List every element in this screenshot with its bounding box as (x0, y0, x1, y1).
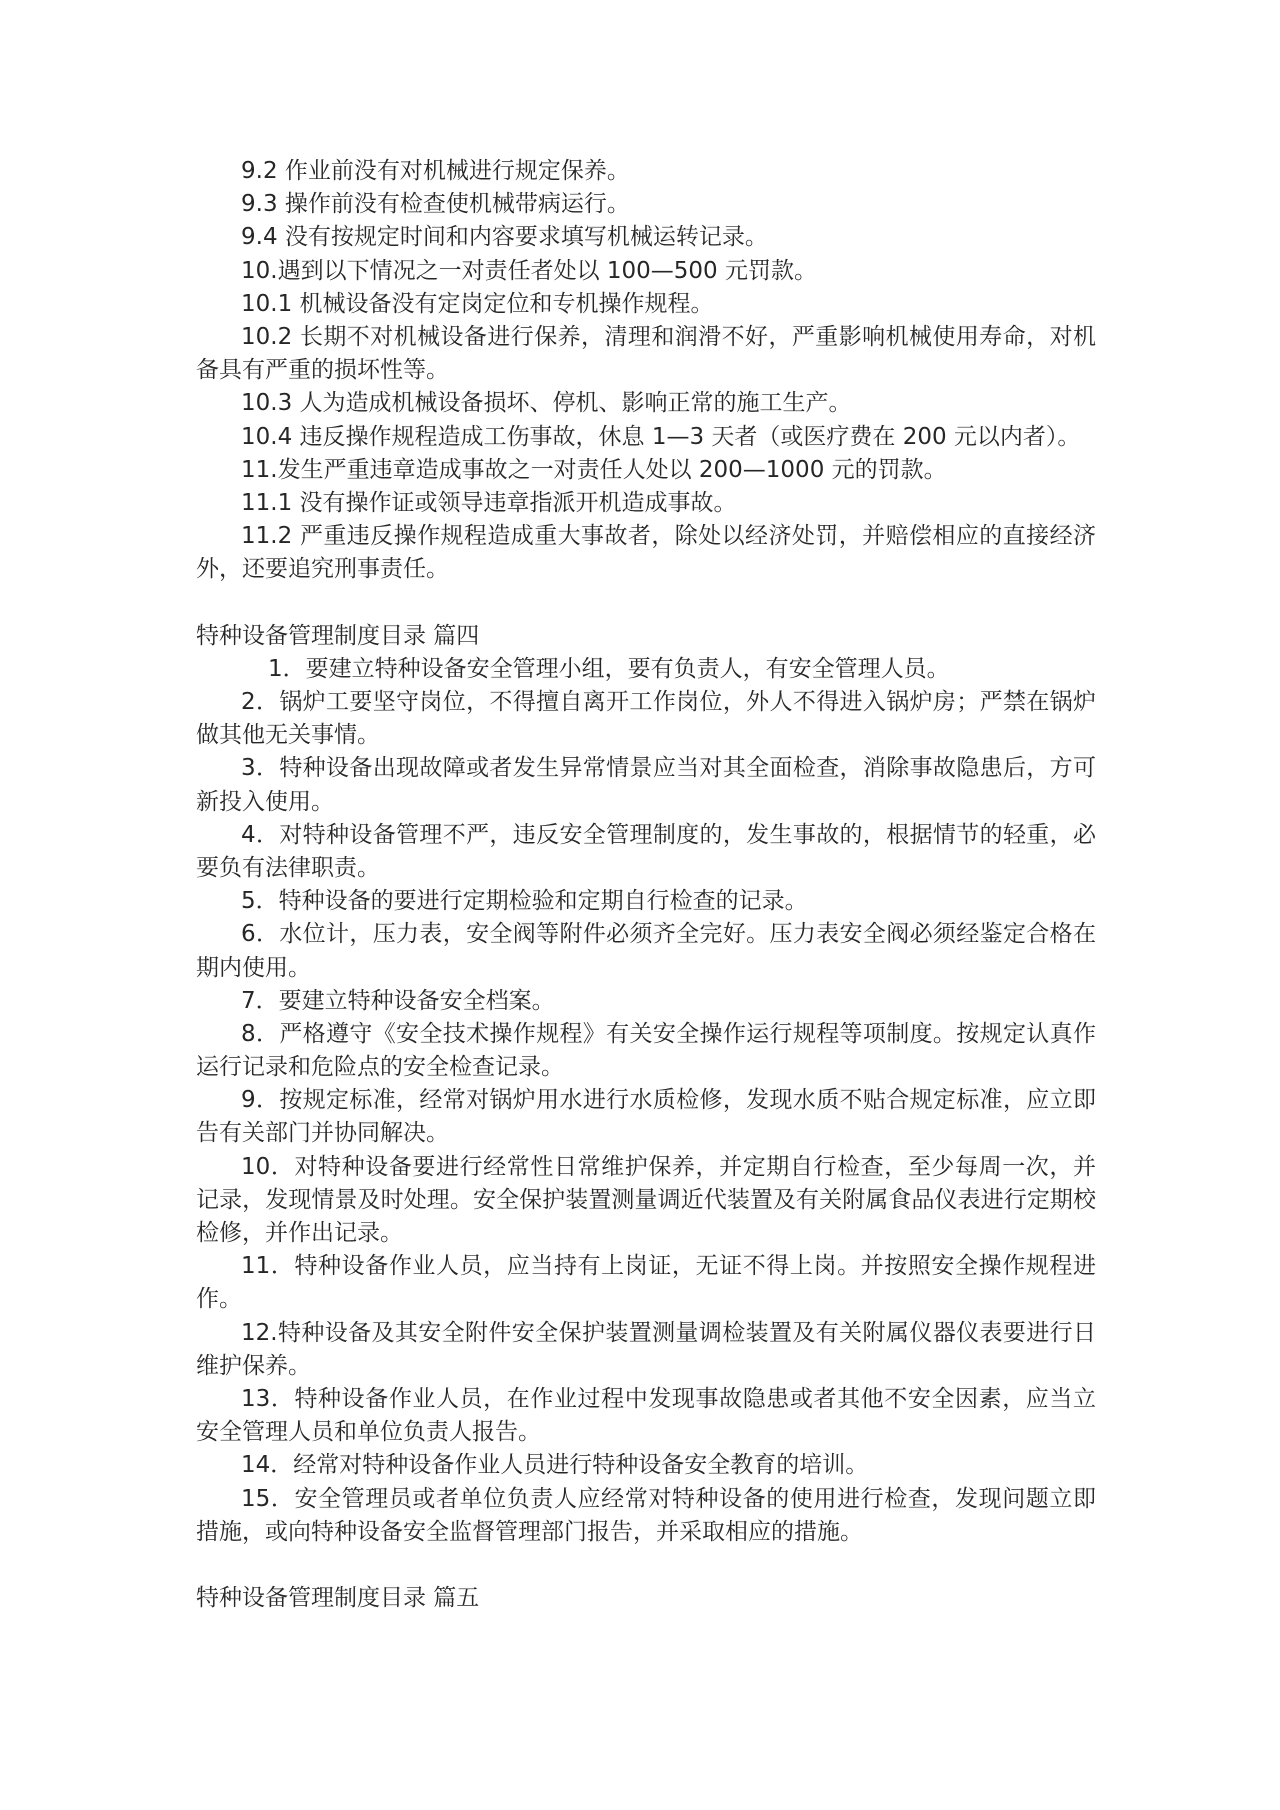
paragraph (196, 321, 1096, 387)
paragraph (196, 653, 1096, 686)
paragraph-line: 9．按规定标准，经常对锅炉用水进行水质检修，发现水质不贴合规定标准，应立即 (241, 1087, 1096, 1114)
paragraph-line: 安全管理人员和单位负责人报告。 (196, 1419, 541, 1446)
paragraph-line: 作。 (196, 1286, 242, 1313)
section-heading: 特种设备管理制度目录 篇四 (196, 622, 480, 649)
paragraph (196, 885, 1096, 918)
paragraph (196, 1250, 1096, 1316)
paragraph (196, 1449, 1096, 1482)
blank-line (196, 586, 1096, 619)
paragraph-line: 9.3 操作前没有检查使机械带病运行。 (241, 191, 630, 218)
paragraph-line: 11．特种设备作业人员，应当持有上岗证，无证不得上岗。并按照安全操作规程进 (241, 1253, 1096, 1280)
paragraph (196, 752, 1096, 818)
paragraph (196, 255, 1096, 288)
paragraph-line: 做其他无关事情。 (196, 722, 380, 749)
paragraph-line: 14．经常对特种设备作业人员进行特种设备安全教育的培训。 (241, 1452, 869, 1479)
paragraph-line: 10.1 机械设备没有定岗定位和专机操作规程。 (241, 290, 714, 317)
paragraph-line: 10.4 违反操作规程造成工伤事故，休息 1—3 天者（或医疗费在 200 元以内者）。 (241, 423, 1081, 450)
paragraph-line: 1．要建立特种设备安全管理小组，要有负责人，有安全管理人员。 (268, 655, 950, 682)
document-page (196, 155, 1096, 1615)
paragraph-line: 10.遇到以下情况之一对责任者处以 100—500 元罚款。 (241, 257, 817, 284)
paragraph-line: 11.发生严重违章造成事故之一对责任人处以 200—1000 元的罚款。 (241, 456, 947, 483)
paragraph (196, 1317, 1096, 1383)
paragraph-line: 记录，发现情景及时处理。安全保护装置测量调近代装置及有关附属食品仪表进行定期校 (196, 1186, 1096, 1213)
paragraph-line: 13．特种设备作业人员，在作业过程中发现事故隐患或者其他不安全因素，应当立 (241, 1385, 1096, 1412)
paragraph (196, 387, 1096, 420)
paragraph (196, 1383, 1096, 1449)
paragraph-line: 12.特种设备及其安全附件安全保护装置测量调检装置及有关附属仪器仪表要进行日 (241, 1319, 1096, 1346)
paragraph-line: 新投入使用。 (196, 788, 334, 815)
paragraph-line: 4．对特种设备管理不严，违反安全管理制度的，发生事故的，根据情节的轻重，必 (241, 821, 1096, 848)
paragraph (196, 686, 1096, 752)
paragraph (196, 819, 1096, 885)
paragraph (196, 520, 1096, 586)
paragraph (196, 985, 1096, 1018)
paragraph-line: 告有关部门并协同解决。 (196, 1120, 449, 1147)
paragraph (196, 1018, 1096, 1084)
paragraph (196, 454, 1096, 487)
paragraph-line: 期内使用。 (196, 954, 311, 981)
paragraph-line: 9.4 没有按规定时间和内容要求填写机械运转记录。 (241, 224, 768, 251)
paragraph-line: 措施，或向特种设备安全监督管理部门报告，并采取相应的措施。 (196, 1518, 863, 1545)
paragraph (196, 1151, 1096, 1251)
paragraph (196, 1084, 1096, 1150)
paragraph-line: 3．特种设备出现故障或者发生异常情景应当对其全面检查，消除事故隐患后，方可 (241, 755, 1096, 782)
paragraph (196, 487, 1096, 520)
paragraph (196, 288, 1096, 321)
paragraph-line: 备具有严重的损坏性等。 (196, 357, 449, 384)
paragraph (196, 1483, 1096, 1549)
paragraph-line: 运行记录和危险点的安全检查记录。 (196, 1054, 564, 1081)
paragraph-line: 维护保养。 (196, 1352, 311, 1379)
paragraph (196, 918, 1096, 984)
paragraph-line: 检修，并作出记录。 (196, 1220, 403, 1246)
paragraph-line: 7．要建立特种设备安全档案。 (241, 987, 555, 1014)
paragraph-line: 2．锅炉工要坚守岗位，不得擅自离开工作岗位，外人不得进入锅炉房；严禁在锅炉 (241, 689, 1096, 715)
paragraph-line: 15．安全管理员或者单位负责人应经常对特种设备的使用进行检查，发现问题立即 (241, 1485, 1096, 1512)
paragraph-line: 6．水位计，压力表，安全阀等附件必须齐全完好。压力表安全阀必须经鉴定合格在 (241, 921, 1096, 948)
paragraph-line: 要负有法律职责。 (196, 854, 380, 881)
paragraph-line: 外，还要追究刑事责任。 (196, 556, 449, 583)
paragraph-line: 11.2 严重违反操作规程造成重大事故者，除处以经济处罚，并赔偿相应的直接经济 (241, 523, 1096, 550)
paragraph-line: 10．对特种设备要进行经常性日常维护保养，并定期自行检查，至少每周一次，并 (241, 1153, 1096, 1180)
paragraph-line: 8．严格遵守《安全技术操作规程》有关安全操作运行规程等项制度。按规定认真作 (241, 1020, 1096, 1047)
paragraph-line: 10.3 人为造成机械设备损坏、停机、影响正常的施工生产。 (241, 390, 852, 417)
paragraph-line: 5．特种设备的要进行定期检验和定期自行检查的记录。 (241, 888, 808, 915)
paragraph-line: 10.2 长期不对机械设备进行保养，清理和润滑不好，严重影响机械使用寿命，对机 (241, 323, 1096, 350)
paragraph-line: 11.1 没有操作证或领导违章指派开机造成事故。 (241, 489, 737, 516)
paragraph (196, 155, 1096, 188)
paragraph (196, 188, 1096, 221)
blank-line (196, 1549, 1096, 1582)
paragraph-line: 9.2 作业前没有对机械进行规定保养。 (241, 158, 630, 184)
section-heading: 特种设备管理制度目录 篇五 (196, 1585, 480, 1612)
paragraph (196, 421, 1096, 454)
paragraph (196, 221, 1096, 254)
